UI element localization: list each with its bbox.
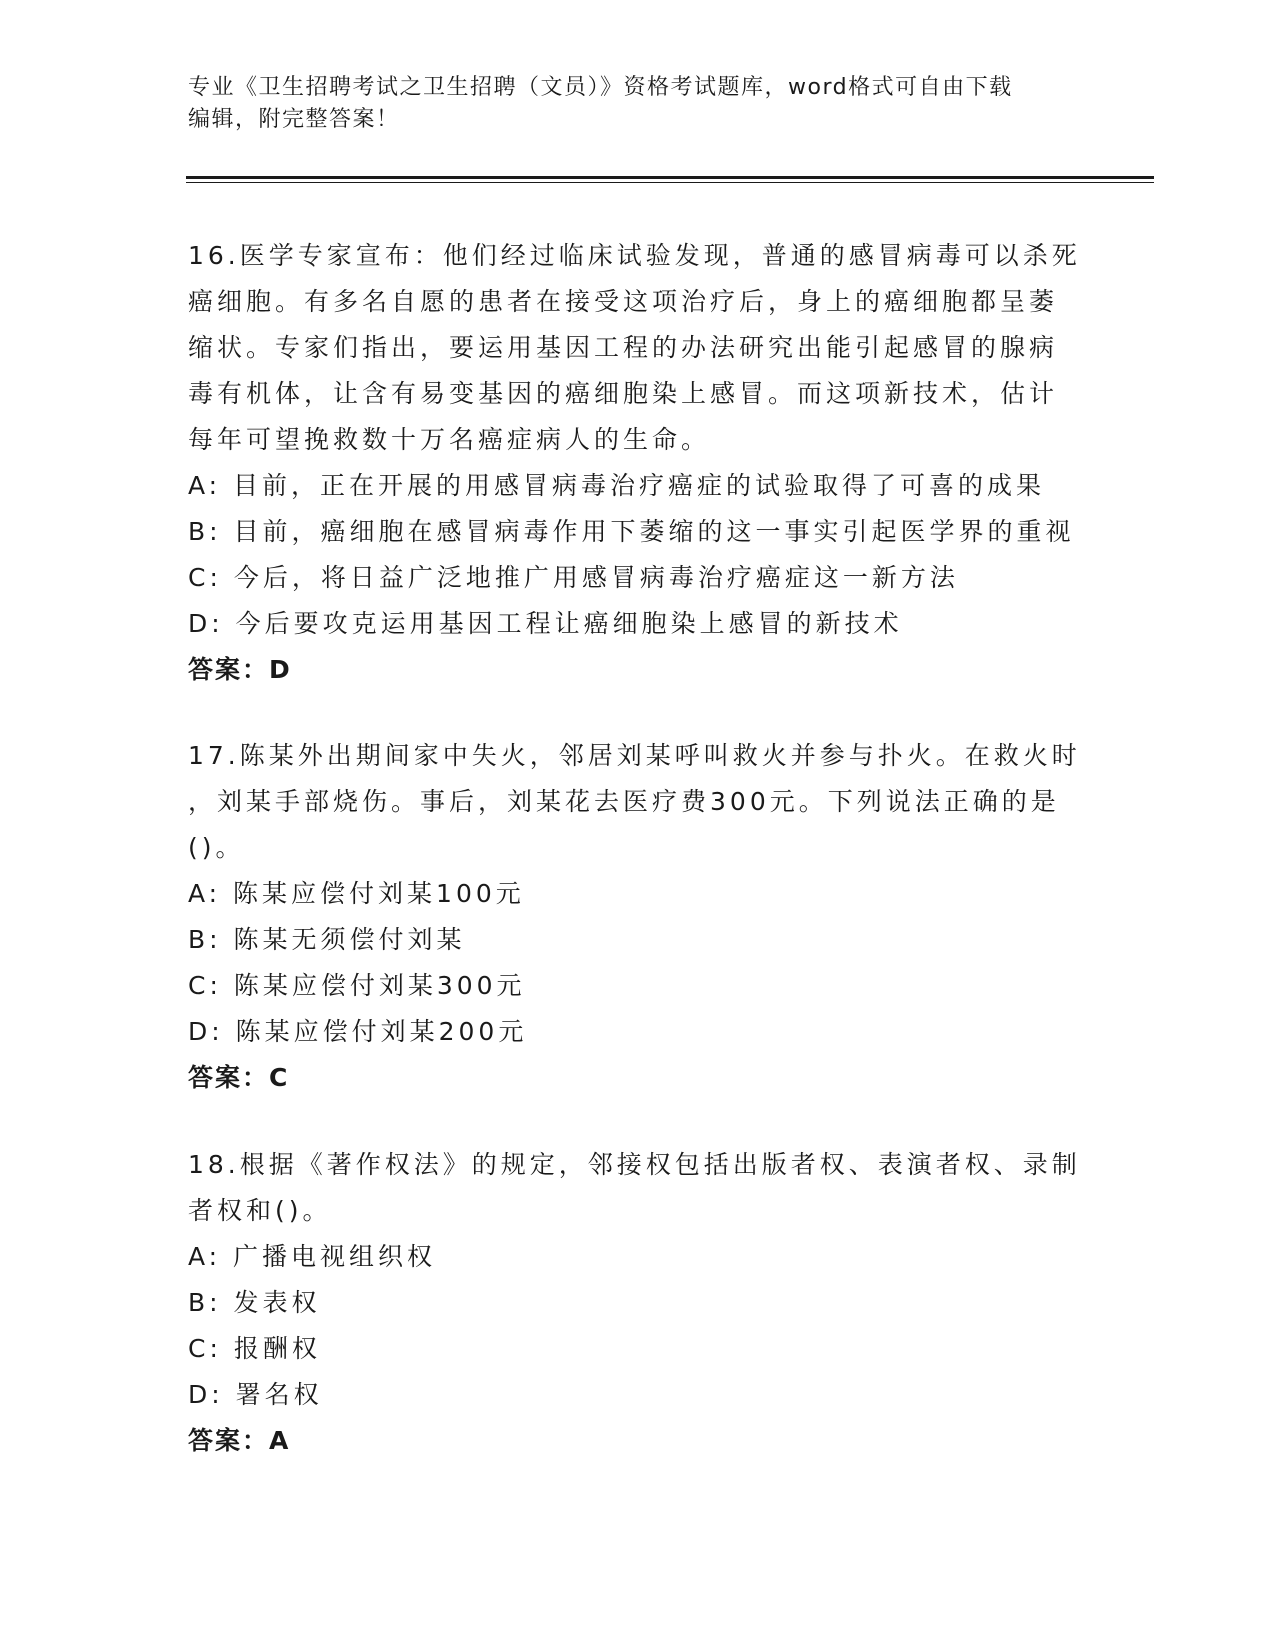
option-a: A: 陈某应偿付刘某100元 — [188, 879, 525, 908]
question-stem-line: 每年可望挽救数十万名癌症病人的生命。 — [188, 425, 711, 454]
option-b: B: 发表权 — [188, 1288, 321, 1317]
option-c: C: 陈某应偿付刘某300元 — [188, 971, 526, 1000]
option-c: C: 今后，将日益广泛地推广用感冒病毒治疗癌症这一新方法 — [188, 563, 959, 592]
question-stem-line: 癌细胞。有多名自愿的患者在接受这项治疗后，身上的癌细胞都呈萎 — [188, 287, 1059, 316]
question-stem-line: 18.根据《著作权法》的规定，邻接权包括出版者权、表演者权、录制 — [188, 1150, 1081, 1179]
question-stem-line: ，刘某手部烧伤。事后，刘某花去医疗费300元。下列说法正确的是 — [188, 787, 1060, 816]
answer-line: 答案：A — [188, 1426, 291, 1455]
option-c: C: 报酬权 — [188, 1334, 321, 1363]
option-b: B: 目前，癌细胞在感冒病毒作用下萎缩的这一事实引起医学界的重视 — [188, 517, 1075, 546]
question-stem-line: 16.医学专家宣布：他们经过临床试验发现，普通的感冒病毒可以杀死 — [188, 241, 1081, 270]
option-a: A: 广播电视组织权 — [188, 1242, 437, 1271]
document-header — [188, 72, 1088, 136]
header-divider-thick — [186, 176, 1154, 179]
answer-line: 答案：C — [188, 1063, 290, 1092]
option-a: A: 目前，正在开展的用感冒病毒治疗癌症的试验取得了可喜的成果 — [188, 471, 1046, 500]
option-d: D: 陈某应偿付刘某200元 — [188, 1017, 528, 1046]
option-b: B: 陈某无须偿付刘某 — [188, 925, 466, 954]
question-stem-line: 毒有机体，让含有易变基因的癌细胞染上感冒。而这项新技术，估计 — [188, 379, 1059, 408]
option-d: D: 今后要攻克运用基因工程让癌细胞染上感冒的新技术 — [188, 609, 903, 638]
option-d: D: 署名权 — [188, 1380, 323, 1409]
header-divider-thin — [186, 182, 1154, 183]
header-line-1: 专业《卫生招聘考试之卫生招聘（文员）》资格考试题库，word格式可自由下载 — [188, 75, 1013, 100]
question-17 — [188, 733, 1088, 1101]
question-stem-line: 17.陈某外出期间家中失火，邻居刘某呼叫救火并参与扑火。在救火时 — [188, 741, 1081, 770]
header-line-2: 编辑，附完整答案！ — [188, 107, 400, 132]
question-16 — [188, 233, 1088, 693]
question-18 — [188, 1142, 1088, 1464]
question-stem-line: ()。 — [188, 833, 245, 862]
answer-line: 答案：D — [188, 655, 292, 684]
question-stem-line: 者权和()。 — [188, 1196, 332, 1225]
question-stem-line: 缩状。专家们指出，要运用基因工程的办法研究出能引起感冒的腺病 — [188, 333, 1059, 362]
